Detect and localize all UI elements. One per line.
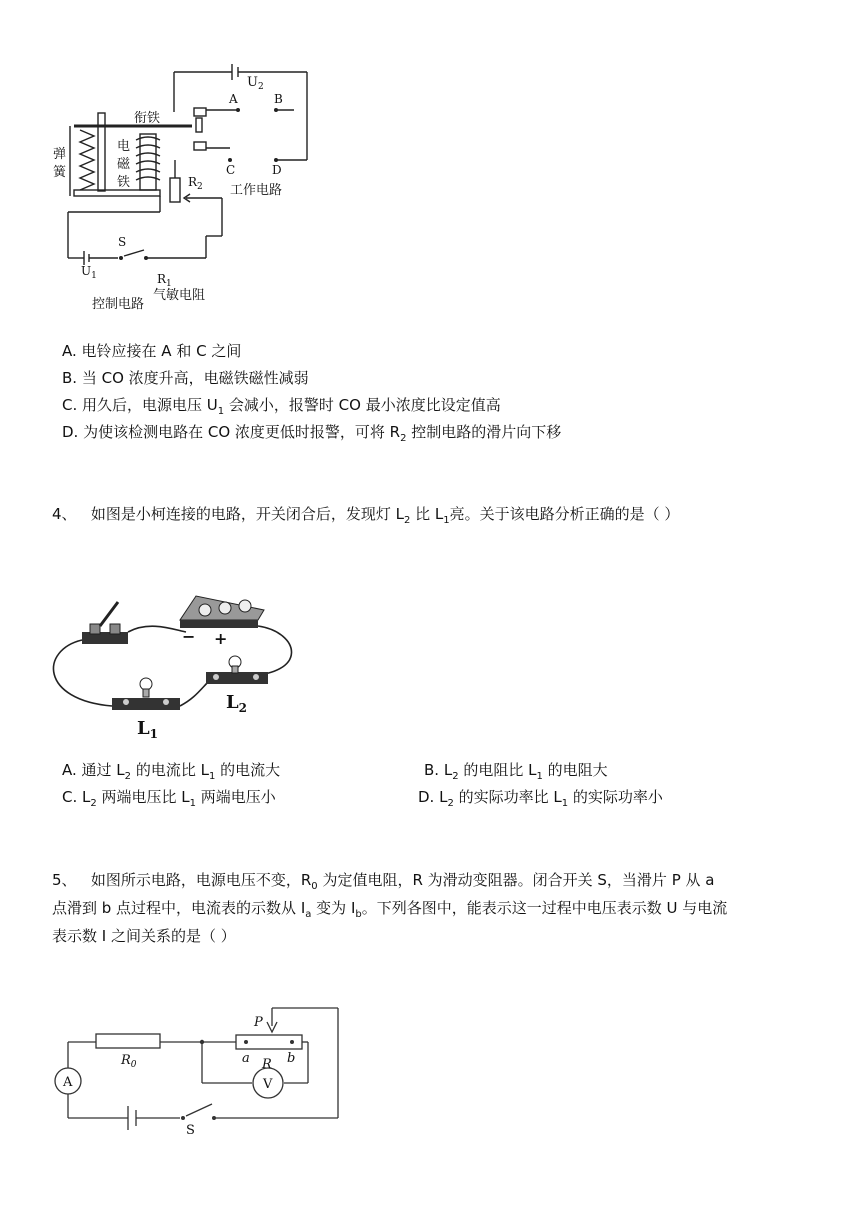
q4-bulb-l1: [112, 678, 180, 710]
label-l1: L: [137, 718, 150, 739]
svg-text:L1: [137, 718, 158, 741]
label-electromagnet-1: 电: [117, 139, 131, 154]
q3-option-c: C. 用久后，电源电压 $U_1$ 会减小，报警时 CO 最小浓度比设定值高: [62, 396, 501, 417]
label-p: P: [254, 1015, 263, 1030]
label-r0: R: [121, 1053, 131, 1068]
label-work-circuit: 工作电路: [230, 183, 283, 198]
q3-option-a: A. 电铃应接在 A 和 C 之间: [62, 342, 242, 360]
q4-option-d: D. $L_2$ 的实际功率比 $L_1$ 的实际功率小: [418, 788, 663, 809]
label-spring-1: 弹: [53, 147, 67, 162]
q4-option-a: A. 通过 $L_2$ 的电流比 $L_1$ 的电流大: [62, 761, 281, 782]
svg-text:U1: [81, 264, 97, 281]
q5-number: 5、: [52, 871, 77, 889]
label-b: B: [274, 92, 283, 106]
q4-bulb-l2: [206, 656, 268, 684]
label-u2-sub: 2: [257, 82, 264, 92]
q4-option-b: B. $L_2$ 的电阻比 $L_1$ 的电阻大: [424, 761, 608, 782]
label-switch-s: S: [186, 1123, 195, 1138]
figure-co-alarm-circuit: [0, 0, 860, 330]
label-u1: U: [81, 264, 92, 278]
label-c: C: [226, 163, 236, 177]
q4-stem: 4、 如图是小柯连接的电路，开关闭合后，发现灯 $L_2$ 比 $L_1$亮。关于该电路分析正确的是（ ）: [52, 505, 680, 526]
label-u1-sub: 1: [91, 271, 97, 281]
label-r: R: [262, 1057, 272, 1072]
label-l2-sub: 2: [238, 701, 248, 715]
label-switch-s: S: [118, 235, 127, 249]
q4-switch: [82, 602, 128, 644]
label-armature: 衔铁: [134, 111, 161, 126]
q3-option-d: D. 为使该检测电路在 CO 浓度更低时报警，可将 $R_2$ 控制电路的滑片向下移: [62, 423, 562, 444]
label-electromagnet-2: 磁: [117, 157, 131, 172]
label-l1-sub: 1: [149, 727, 159, 741]
svg-text:R2: [188, 175, 203, 192]
q4-option-c: C. $L_2$ 两端电压比 $L_1$ 两端电压小: [62, 788, 276, 809]
label-electromagnet-3: 铁: [117, 175, 131, 190]
svg-text:R0: [120, 1053, 137, 1070]
figure-q5-circuit: [0, 1000, 860, 1170]
q4-battery-box: [180, 596, 264, 628]
label-minus: −: [182, 627, 196, 646]
label-b-point: b: [287, 1051, 296, 1066]
label-ammeter: A: [63, 1075, 73, 1090]
label-d: D: [272, 163, 282, 177]
label-r0-sub: 0: [130, 1060, 137, 1070]
label-voltmeter: V: [263, 1077, 273, 1092]
figure-q4-circuit: [0, 580, 860, 780]
q5-stem-line2: 点滑到 b 点过程中，电流表的示数从 $I_a$ 变为 $I_b$。下列各图中，能表示这一过程中电压表示数 U 与电流: [52, 899, 728, 920]
label-r2-sub: 2: [197, 182, 203, 192]
label-a: A: [229, 92, 238, 106]
svg-text:L2: [226, 692, 247, 715]
label-r1-sub: 1: [166, 279, 172, 289]
label-r2: R: [188, 175, 198, 189]
label-l2: L: [226, 692, 239, 713]
label-control-circuit: 控制电路: [92, 297, 145, 312]
label-a-point: a: [242, 1051, 250, 1066]
q5-stem-line3: 表示数 I 之间关系的是（ ）: [52, 927, 236, 945]
svg-text:U2: [247, 75, 264, 92]
q5-stem-line1: 5、 如图所示电路，电源电压不变，$R_0$ 为定值电阻，R 为滑动变阻器。闭合开关 S，当滑片 P 从 a: [52, 871, 715, 892]
label-gas-resistor: 气敏电阻: [153, 288, 206, 303]
svg-text:R1: [157, 272, 172, 289]
q3-option-b: B. 当 CO 浓度升高，电磁铁磁性减弱: [62, 369, 309, 387]
label-plus: +: [214, 629, 228, 648]
label-u2: U: [247, 75, 258, 90]
label-spring-2: 簧: [53, 165, 67, 180]
label-r1: R: [157, 272, 167, 286]
q4-number: 4、: [52, 505, 77, 523]
